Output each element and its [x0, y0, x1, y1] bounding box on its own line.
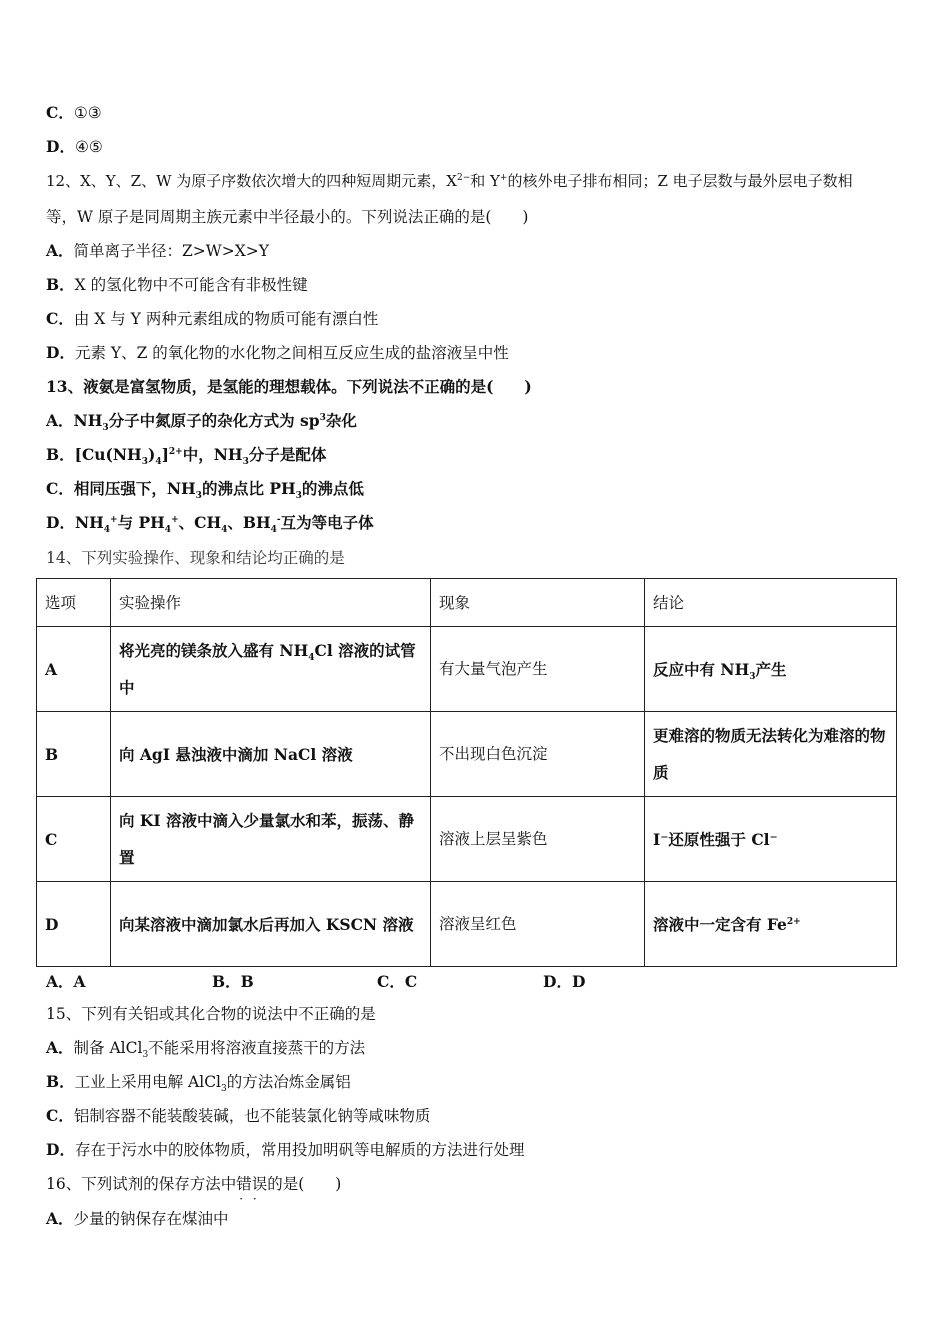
cell-subscript: 4 [308, 653, 315, 664]
q12-stem-part: 的核外电子排布相同；Z 电子层数与最外层电子数相 [507, 172, 853, 190]
q16-stem-part: 的是( ) [267, 1175, 342, 1193]
q12-stem-part: 和 Y [470, 172, 500, 190]
row-conclusion: I⁻还原性强于 Cl⁻ [645, 797, 897, 882]
q15-option-b [46, 1072, 351, 1095]
cell-text: 反应中有 NH [653, 659, 750, 679]
cell-text: 将光亮的镁条放入盛有 NH [119, 641, 309, 660]
q13-subscript: 4 [155, 457, 162, 468]
option-text: 铝制容器不能装酸装碱，也不能装氯化钠等咸味物质 [73, 1107, 431, 1125]
q13-subscript: 4 [221, 525, 228, 536]
q13-subscript: 3 [141, 457, 148, 468]
option-label: A． [46, 1038, 74, 1057]
answer-option-b: B．B [212, 972, 254, 991]
row-conclusion: 更难溶的物质无法转化为难溶的物质 [645, 712, 897, 797]
cell-superscript: 2+ [786, 916, 801, 927]
q12-stem-part: 12、X、Y、Z、W 为原子序数依次增大的四种短周期元素，X [46, 172, 457, 190]
q12-superscript: 2− [456, 173, 471, 183]
q13-text: 分子是配体 [248, 445, 327, 464]
option-label: D． [46, 1140, 75, 1159]
q13-text: 杂化 [325, 411, 357, 430]
option-text: 少量的钠保存在煤油中 [73, 1210, 229, 1228]
table-header-cell: 选项 [37, 579, 111, 627]
q12-option-b [46, 275, 308, 295]
q13-text: 与 PH [117, 513, 165, 532]
q12-stem-line1 [46, 171, 853, 191]
cell-text: Cl 溶液的试管中 [119, 641, 416, 697]
table-header-row [37, 579, 897, 627]
q14-answer-options [46, 970, 746, 990]
q15-stem: 15、下列有关铝或其化合物的说法中不正确的是 [46, 1005, 376, 1023]
row-operation [111, 627, 431, 712]
q13-text: 分子中氮原子的杂化方式为 sp [108, 411, 320, 430]
q14-stem: 14、下列实验操作、现象和结论均正确的是 [46, 549, 345, 567]
q15-option-d [46, 1140, 524, 1160]
q13-option-b [46, 445, 327, 468]
q13-subscript: 3 [102, 423, 109, 434]
row-option: A [37, 627, 111, 712]
q13-subscript: 3 [242, 457, 249, 468]
table-row [37, 797, 897, 882]
option-text: X 的氢化物中不可能含有非极性键 [74, 276, 308, 294]
row-operation: 向 KI 溶液中滴入少量氯水和苯，振荡、静置 [111, 797, 431, 882]
row-phenomenon: 不出现白色沉淀 [431, 712, 645, 797]
q13-text: NH [73, 411, 103, 430]
option-label: C． [46, 103, 74, 122]
q13-superscript: + [171, 514, 179, 525]
q13-subscript: 4 [164, 525, 172, 536]
q13-text: 相同压强下，NH [73, 479, 196, 498]
option-label: D． [46, 343, 75, 362]
option-text: ④⑤ [74, 138, 103, 156]
q16-stem-part: 16、下列试剂的保存方法中 [46, 1175, 237, 1193]
q13-text: 、CH [178, 513, 222, 532]
option-text: 元素 Y、Z 的氧化物的水化物之间相互反应生成的盐溶液呈中性 [74, 344, 509, 362]
q13-text: ] [161, 445, 169, 464]
q13-text: 中，NH [182, 445, 243, 464]
row-option: B [37, 712, 111, 797]
option-label: B． [46, 275, 75, 294]
q13-subscript: 3 [195, 491, 202, 502]
row-operation: 向某溶液中滴加氯水后再加入 KSCN 溶液 [111, 882, 431, 967]
cell-text: 产生 [755, 659, 787, 679]
cell-subscript: 3 [749, 671, 756, 682]
option-text: 由 X 与 Y 两种元素组成的物质可能有漂白性 [73, 310, 379, 328]
q14-table [36, 578, 897, 967]
cell-text: 溶液中一定含有 Fe [653, 914, 787, 934]
option-text: 工业上采用电解 AlCl [74, 1073, 222, 1091]
option-subscript: 3 [142, 1050, 149, 1061]
q13-text: 、BH [227, 513, 271, 532]
row-conclusion [645, 627, 897, 712]
q13-option-d [46, 513, 374, 536]
q13-superscript: 2+ [168, 446, 183, 457]
option-text: 存在于污水中的胶体物质，常用投加明矾等电解质的方法进行处理 [74, 1141, 525, 1159]
row-phenomenon: 溶液上层呈紫色 [431, 797, 645, 882]
option-text: 不能采用将溶液直接蒸干的方法 [148, 1039, 366, 1057]
q13-stem: 13、液氨是富氢物质，是氢能的理想载体。下列说法不正确的是( ) [46, 377, 532, 396]
q16-option-a [46, 1209, 229, 1229]
q11-option-d [46, 137, 103, 157]
q13-subscript: 3 [295, 491, 302, 502]
option-label: D． [46, 137, 75, 156]
q16-emphasis: 错误 · · [236, 1175, 267, 1193]
table-row [37, 712, 897, 797]
q13-text: NH [74, 513, 104, 532]
row-phenomenon: 溶液呈红色 [431, 882, 645, 967]
option-label: C． [46, 309, 74, 328]
q12-stem-line2: 等，W 原子是同周期主族元素中半径最小的。下列说法正确的是( ) [46, 208, 529, 226]
option-label: A． [46, 411, 74, 430]
q13-text: 互为等电子体 [280, 513, 374, 532]
q13-text: 的沸点比 PH [201, 479, 296, 498]
q13-superscript: 3 [319, 412, 326, 423]
table-row [37, 882, 897, 967]
row-operation: 向 AgI 悬浊液中滴加 NaCl 溶液 [111, 712, 431, 797]
q12-option-d [46, 343, 509, 363]
answer-option-d: D．D [543, 972, 586, 991]
option-subscript: 3 [221, 1084, 227, 1095]
q13-text: [Cu(NH [74, 445, 142, 464]
q13-superscript: + [110, 514, 118, 525]
q12-option-c [46, 309, 378, 329]
q12-superscript: + [499, 173, 508, 183]
q13-text: 的沸点低 [301, 479, 364, 498]
q13-text: ) [147, 445, 156, 464]
q16-stem [46, 1174, 341, 1194]
option-text: 的方法冶炼金属铝 [226, 1073, 351, 1091]
option-label: A． [46, 1209, 74, 1228]
answer-option-c: C．C [377, 972, 418, 991]
table-row [37, 627, 897, 712]
row-phenomenon: 有大量气泡产生 [431, 627, 645, 712]
option-label: D． [46, 513, 75, 532]
row-option: D [37, 882, 111, 967]
table-header-cell: 现象 [431, 579, 645, 627]
option-label: B． [46, 1072, 75, 1091]
option-text: 制备 AlCl [73, 1039, 143, 1057]
q13-option-a [46, 411, 357, 434]
table-header-cell: 结论 [645, 579, 897, 627]
option-label: A． [46, 241, 74, 260]
row-conclusion [645, 882, 897, 967]
table-header-cell: 实验操作 [111, 579, 431, 627]
option-text: 简单离子半径：Z>W>X>Y [73, 242, 269, 260]
row-option: C [37, 797, 111, 882]
option-label: B． [46, 445, 75, 464]
answer-option-a: A．A [46, 972, 86, 991]
option-label: C． [46, 1106, 74, 1125]
q15-option-c [46, 1106, 430, 1126]
q13-subscript: 4 [270, 525, 277, 536]
q11-option-c [46, 103, 102, 123]
q13-option-c [46, 479, 364, 502]
q13-subscript: 4 [103, 525, 111, 536]
q15-option-a [46, 1038, 366, 1061]
q13-superscript: - [276, 514, 281, 525]
q12-option-a [46, 241, 269, 261]
option-text: ①③ [73, 104, 102, 122]
option-label: C． [46, 479, 74, 498]
